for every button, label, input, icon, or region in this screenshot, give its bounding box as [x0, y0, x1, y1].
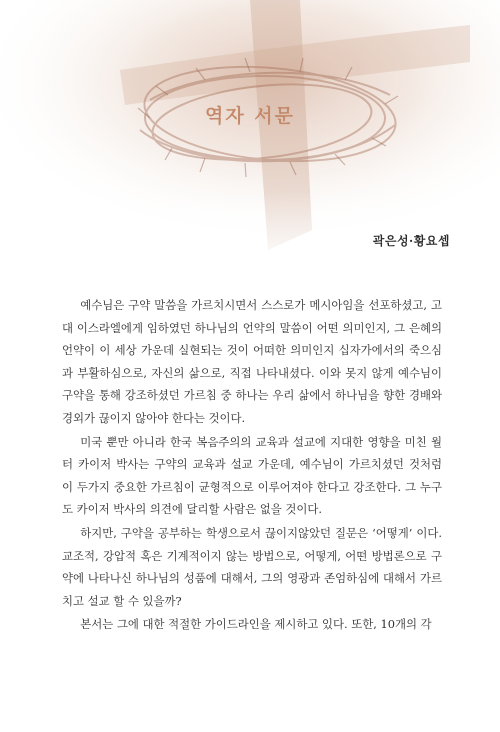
paragraph-3: 하지만, 구약을 공부하는 학생으로서 끊이지않았던 질문은 ‘어떻게’ 이다. 교조적, 강압적 혹은 기계적이지 않는 방법으로, 어떻게, 어떤 방법론으로 구약에 나타나신 하나님의 성품에 대해서, 그의 영광과 존엄하심에 대해서 가르치고 설교 할 수 있을까? [62, 525, 442, 608]
crown-of-thorns-illustration [0, 0, 500, 270]
preface-body [62, 294, 442, 636]
paragraph-2: 미국 뿐만 아니라 한국 복음주의의 교육과 설교에 지대한 영향을 미친 월터 카이저 박사는 구약의 교육과 설교 가운데, 예수님이 가르치셨던 것처럼 이 두가지 중요한 가르침이 균형적으로 이루어져야 한다고 강조한다. 그 누구도 카이저 박사의 의견에 달리할 사람은 없을 것이다. [62, 434, 442, 517]
paragraph-1: 예수님은 구약 말씀을 가르치시면서 스스로가 메시아임을 선포하셨고, 고대 이스라엘에게 임하였던 하나님의 언약의 말씀이 어떤 의미인지, 그 은혜의 언약이 이 세상 가운데 실현되는 것이 어떠한 의미인지 십자가에서의 죽으심과 부활하심으로, 자신의 삶으로, 직접 나타내셨다. 이와 못지 않게 예수님이 구약을 통해 강조하셨던 가르침 중 하나는 우리 삶에서 하나님을 향한 경배와 경외가 끊이지 않아야 한다는 것이다. [62, 298, 442, 425]
translator-names: 곽은성·황요셉 [372, 234, 450, 248]
paragraph-4: 본서는 그에 대한 적절한 가이드라인을 제시하고 있다. 또한, 10개의 각 [80, 617, 432, 632]
page-title: 역자 서문 [204, 104, 296, 127]
